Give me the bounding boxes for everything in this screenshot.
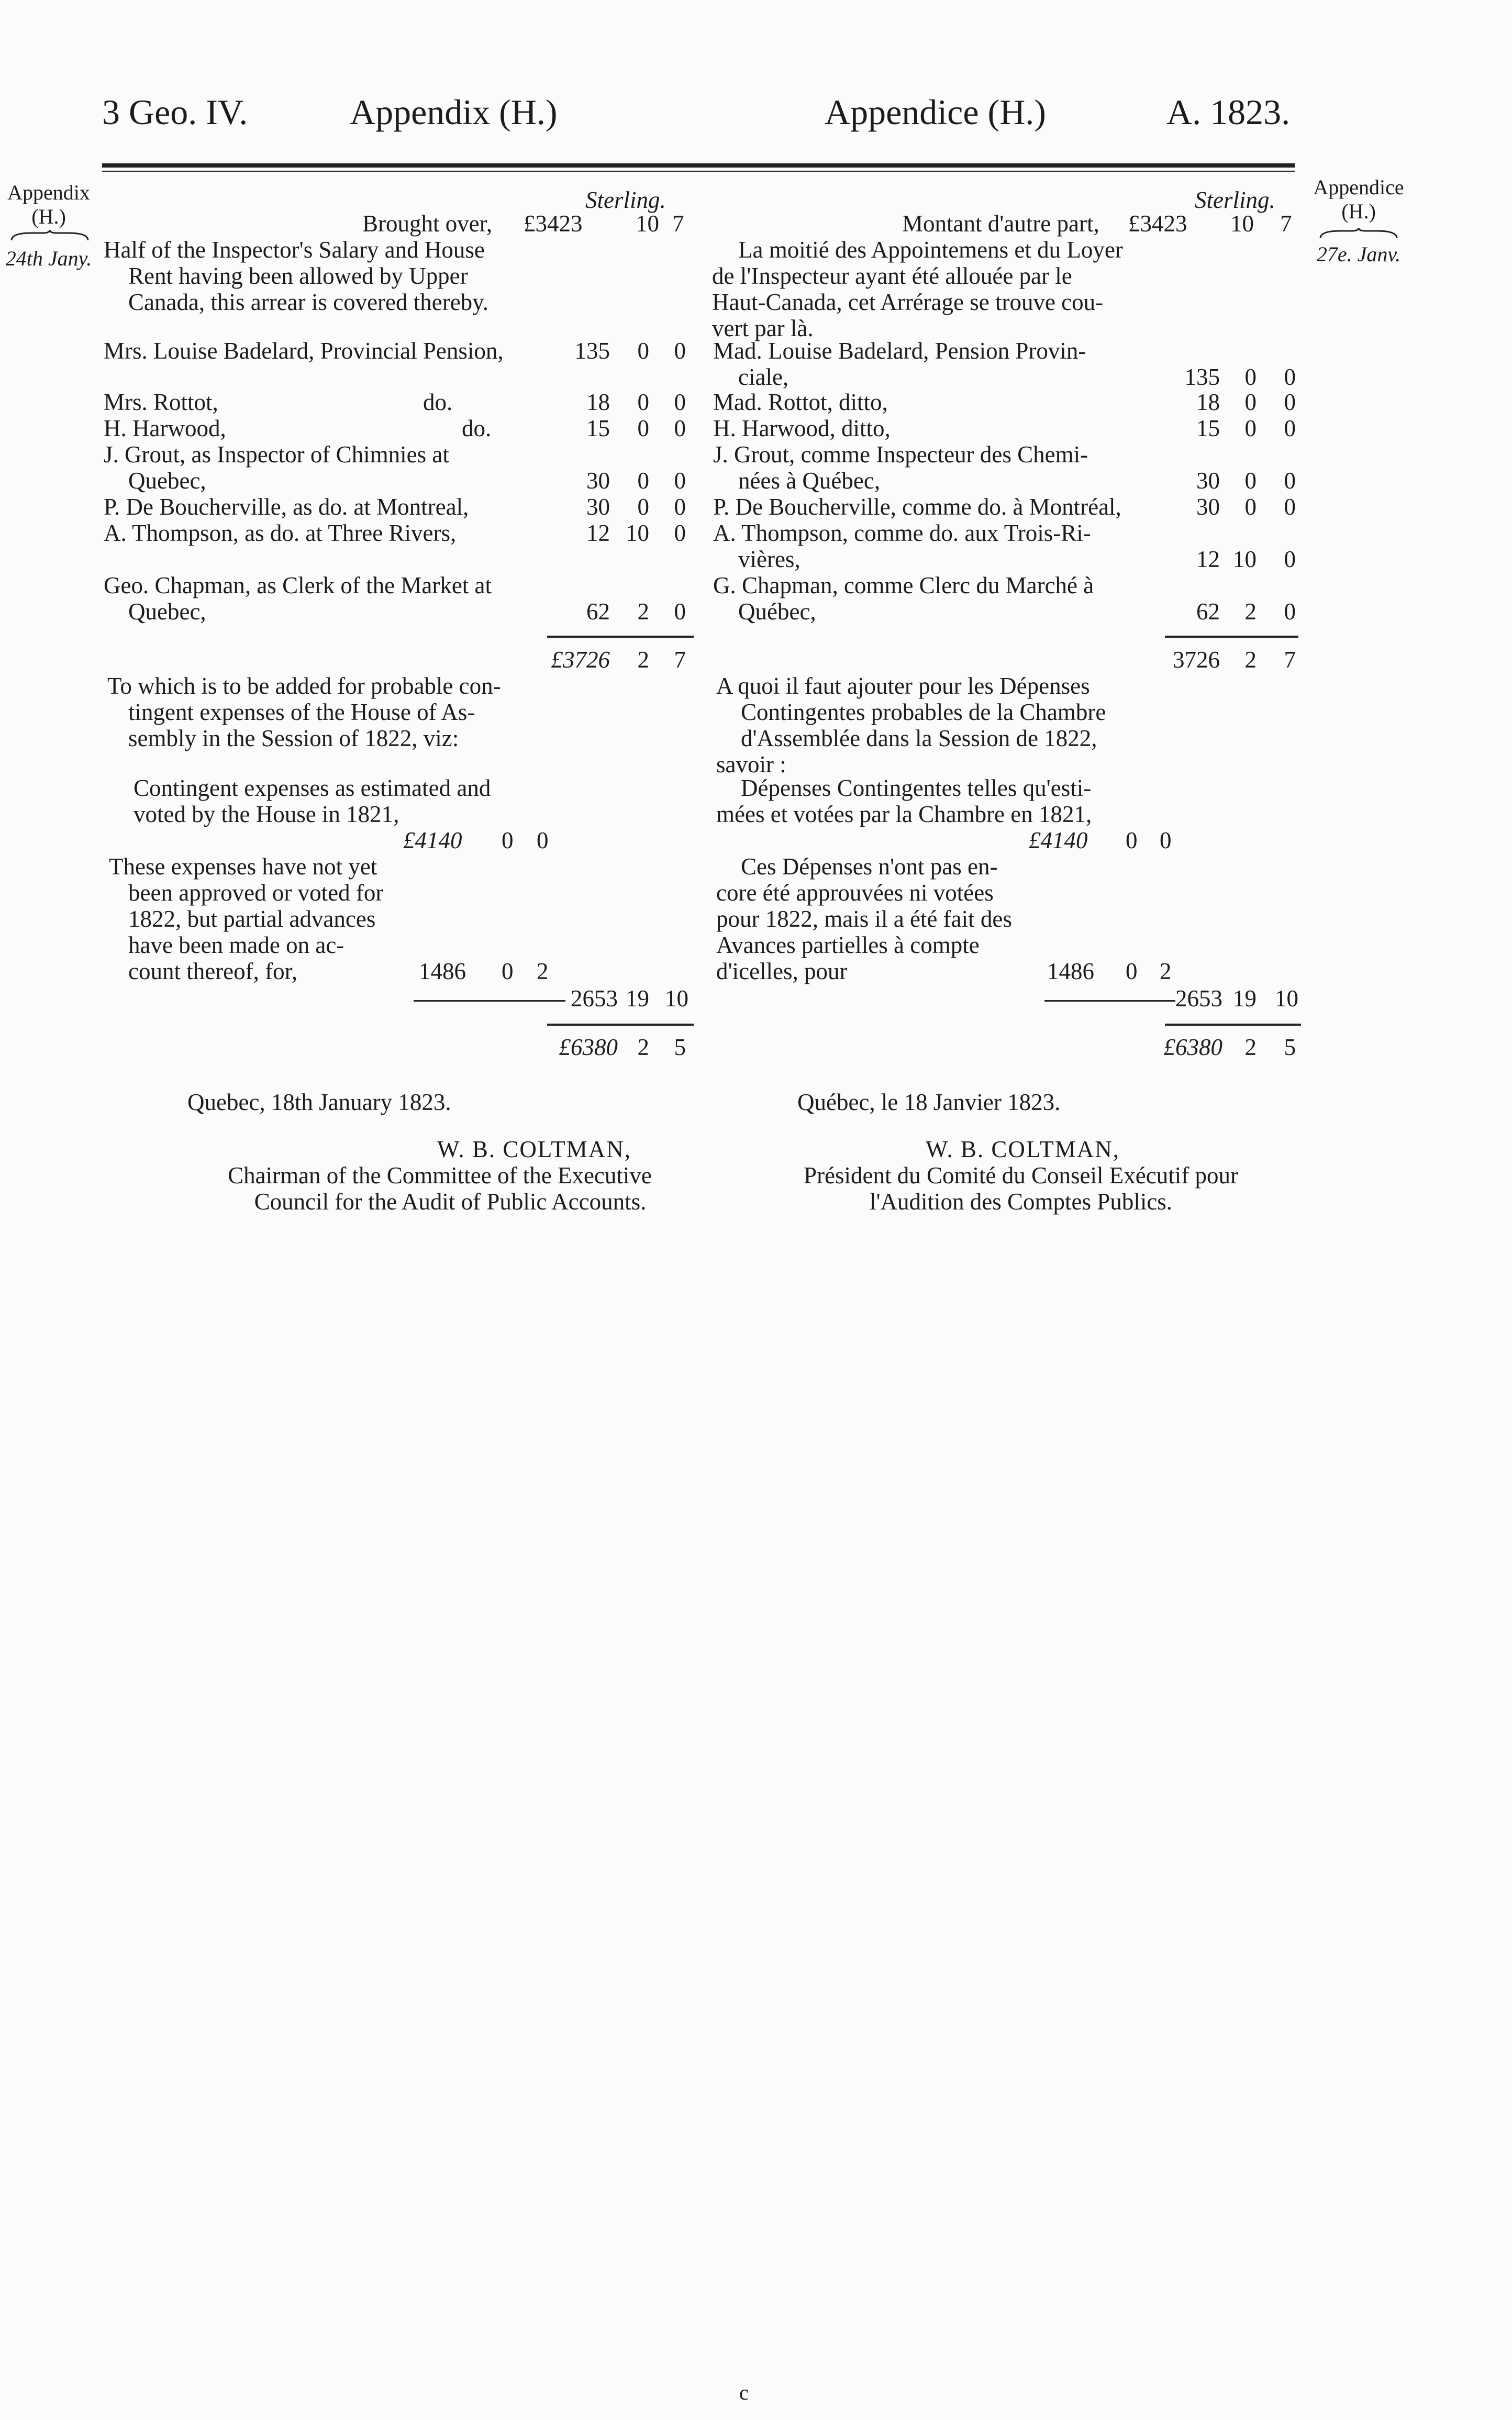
margin-right-label: Appendice <box>1313 175 1404 199</box>
half-salary-en-3: Canada, this arrear is covered thereby. <box>128 289 489 315</box>
margin-right-date: 27e. Janv. <box>1316 242 1401 266</box>
row-rottot-s-fr: 0 <box>1244 389 1257 415</box>
row-chapman-d-fr: 0 <box>1284 598 1296 625</box>
advance-d-fr: 2 <box>1160 958 1172 984</box>
session-label: 3 Geo. IV. <box>102 92 248 132</box>
subtotal-rule-fr <box>1165 636 1298 638</box>
contingent-amount-d-fr: 0 <box>1160 827 1172 853</box>
contingent-fr-2: mées et votées par la Chambre en 1821, <box>716 801 1092 827</box>
contingent-en-1: Contingent expenses as estimated and <box>134 775 491 801</box>
row-badelard-fr-1: Mad. Louise Badelard, Pension Provin- <box>713 338 1086 364</box>
row-rottot-s-en: 0 <box>637 389 649 415</box>
row-chapman-en-1: Geo. Chapman, as Clerk of the Market at <box>104 572 492 598</box>
row-badelard-fr-2: ciale, <box>738 364 789 390</box>
row-rottot-en: Mrs. Rottot, <box>104 389 218 415</box>
contingent-amount-l-fr: £4140 <box>1029 827 1088 853</box>
page-title-right: Appendice (H.) <box>825 92 1046 132</box>
contingent-fr-1: Dépenses Contingentes telles qu'esti- <box>741 775 1092 801</box>
row-grout-l-fr: 30 <box>1196 468 1220 494</box>
difference-rule-en <box>414 1000 565 1002</box>
row-harwood-d-en: 0 <box>674 415 686 441</box>
subtotal-d-en: 7 <box>674 647 686 673</box>
row-thompson-fr-2: vières, <box>738 546 801 572</box>
signer-title-fr-2: l'Audition des Comptes Publics. <box>869 1189 1173 1215</box>
row-thompson-l-fr: 12 <box>1196 546 1220 572</box>
not-approved-fr-1: Ces Dépenses n'ont pas en- <box>741 853 998 880</box>
row-chapman-fr-2: Québec, <box>738 598 816 625</box>
row-harwood-l-en: 15 <box>586 415 610 441</box>
row-badelard-en: Mrs. Louise Badelard, Provincial Pension, <box>104 338 504 364</box>
not-approved-en-3: 1822, but partial advances <box>128 906 376 932</box>
difference-d-en: 10 <box>665 985 688 1012</box>
brace-icon <box>1319 227 1398 240</box>
row-boucherville-s-fr: 0 <box>1244 494 1257 520</box>
row-thompson-en: A. Thompson, as do. at Three Rivers, <box>104 520 457 546</box>
row-badelard-l-fr: 135 <box>1184 364 1220 390</box>
signature-mark: c <box>739 2381 749 2404</box>
not-approved-en-5: count thereof, for, <box>128 958 298 984</box>
row-boucherville-s-en: 0 <box>637 494 649 520</box>
row-chapman-d-en: 0 <box>674 598 686 625</box>
row-chapman-l-fr: 62 <box>1196 598 1220 625</box>
signer-title-fr <box>749 1162 1293 1215</box>
margin-left-sub: (H.) <box>31 205 66 228</box>
row-thompson-d-en: 0 <box>674 520 686 546</box>
total-rule-fr <box>1165 1024 1301 1026</box>
row-harwood-l-fr: 15 <box>1196 415 1220 441</box>
brought-over-s-fr: 10 <box>1230 210 1254 237</box>
added-en-2: tingent expenses of the House of As- <box>128 699 475 725</box>
row-badelard-d-en: 0 <box>674 338 686 364</box>
margin-left <box>4 181 93 271</box>
difference-d-fr: 10 <box>1275 985 1298 1012</box>
subtotal-s-en: 2 <box>637 647 649 673</box>
half-salary-fr-3: Haut-Canada, cet Arrérage se trouve cou- <box>712 289 1104 315</box>
total-d-fr: 5 <box>1284 1034 1296 1060</box>
row-grout-fr-1: J. Grout, comme Inspecteur des Chemi- <box>713 441 1088 468</box>
advance-l-fr: 1486 <box>1047 958 1094 984</box>
row-chapman-s-en: 2 <box>637 598 649 625</box>
half-salary-en-2: Rent having been allowed by Upper <box>128 263 468 289</box>
brace-icon <box>10 229 89 242</box>
row-thompson-s-en: 10 <box>626 520 649 546</box>
not-approved-fr-4: Avances partielles à compte <box>716 932 980 958</box>
contingent-amount-l-en: £4140 <box>403 827 462 853</box>
added-fr-2: Contingentes probables de la Chambre <box>741 699 1106 725</box>
not-approved-en-4: have been made on ac- <box>128 932 344 958</box>
row-harwood-do-en: do. <box>462 415 492 441</box>
sterling-header-fr: Sterling. <box>1195 187 1275 213</box>
row-rottot-d-en: 0 <box>674 389 686 415</box>
added-fr-1: A quoi il faut ajouter pour les Dépenses <box>716 673 1090 699</box>
signer-fr: W. B. COLTMAN, <box>926 1136 1120 1162</box>
brought-over-s-en: 10 <box>636 210 659 237</box>
half-salary-fr-1: La moitié des Appointemens et du Loyer <box>738 237 1123 263</box>
half-salary-en-1: Half of the Inspector's Salary and House <box>104 237 485 263</box>
sterling-header-en: Sterling. <box>585 187 666 213</box>
signer-title-en <box>178 1162 702 1215</box>
difference-rule-fr <box>1044 1000 1175 1002</box>
row-boucherville-l-en: 30 <box>586 494 610 520</box>
total-s-fr: 2 <box>1244 1034 1257 1060</box>
added-en-1: To which is to be added for probable con- <box>107 673 501 699</box>
difference-l-fr: 2653 <box>1175 985 1222 1012</box>
row-chapman-l-en: 62 <box>586 598 610 625</box>
contingent-en-2: voted by the House in 1821, <box>134 801 399 827</box>
row-harwood-en: H. Harwood, <box>104 415 226 441</box>
row-grout-en-2: Quebec, <box>128 468 206 494</box>
total-d-en: 5 <box>674 1034 686 1060</box>
row-boucherville-fr: P. De Boucherville, comme do. à Montréal, <box>713 494 1121 520</box>
subtotal-l-en: £3726 <box>551 647 610 673</box>
row-grout-l-en: 30 <box>586 468 610 494</box>
row-badelard-s-en: 0 <box>637 338 649 364</box>
total-l-en: £6380 <box>559 1034 618 1060</box>
row-boucherville-d-fr: 0 <box>1284 494 1296 520</box>
margin-right-sub: (H.) <box>1341 199 1376 223</box>
not-approved-en-1: These expenses have not yet <box>109 853 377 880</box>
added-en-3: sembly in the Session of 1822, viz: <box>128 725 459 751</box>
half-salary-fr-4: vert par là. <box>712 315 814 341</box>
row-badelard-s-fr: 0 <box>1244 364 1257 390</box>
row-grout-d-en: 0 <box>674 468 686 494</box>
margin-left-label: Appendix <box>7 181 90 204</box>
row-badelard-l-en: 135 <box>574 338 610 364</box>
difference-s-en: 19 <box>626 985 649 1012</box>
subtotal-s-fr: 2 <box>1244 647 1257 673</box>
row-thompson-fr-1: A. Thompson, comme do. aux Trois-Ri- <box>713 520 1091 546</box>
not-approved-en-2: been approved or voted for <box>128 880 384 906</box>
brought-over-label-en: Brought over, <box>362 210 493 237</box>
row-chapman-s-fr: 2 <box>1244 598 1257 625</box>
advance-l-en: 1486 <box>419 958 466 984</box>
header-rule-thin <box>102 171 1295 172</box>
margin-right <box>1309 175 1408 267</box>
brought-over-amount-fr: £3423 <box>1128 210 1187 237</box>
brought-over-label-fr: Montant d'autre part, <box>902 210 1099 237</box>
row-thompson-d-fr: 0 <box>1284 546 1296 572</box>
contingent-amount-s-en: 0 <box>502 827 514 853</box>
half-salary-fr-2: de l'Inspecteur ayant été allouée par le <box>712 263 1072 289</box>
row-chapman-en-2: Quebec, <box>128 598 206 625</box>
row-harwood-s-en: 0 <box>637 415 649 441</box>
advance-s-en: 0 <box>502 958 514 984</box>
row-chapman-fr-1: G. Chapman, comme Clerc du Marché à <box>713 572 1094 598</box>
row-rottot-fr: Mad. Rottot, ditto, <box>713 389 888 415</box>
row-boucherville-d-en: 0 <box>674 494 686 520</box>
row-grout-d-fr: 0 <box>1284 468 1296 494</box>
total-rule-en <box>547 1024 694 1026</box>
not-approved-fr-2: core été approuvées ni votées <box>716 880 994 906</box>
year-label: A. 1823. <box>1166 92 1291 132</box>
brought-over-d-en: 7 <box>672 210 684 237</box>
margin-left-date: 24th Jany. <box>5 247 92 270</box>
signer-en: W. B. COLTMAN, <box>437 1136 631 1162</box>
subtotal-rule-en <box>547 636 694 638</box>
signer-title-en-2: Council for the Audit of Public Accounts. <box>254 1189 647 1215</box>
page-title-left: Appendix (H.) <box>350 92 558 132</box>
total-s-en: 2 <box>637 1034 649 1060</box>
date-fr: Québec, le 18 Janvier 1823. <box>797 1089 1061 1115</box>
signer-title-fr-1: Président du Comité du Conseil Exécutif pour <box>804 1162 1238 1189</box>
row-rottot-d-fr: 0 <box>1284 389 1296 415</box>
not-approved-fr-3: pour 1822, mais il a été fait des <box>716 906 1012 932</box>
row-thompson-l-en: 12 <box>586 520 610 546</box>
subtotal-l-fr: 3726 <box>1173 647 1220 673</box>
row-grout-en-1: J. Grout, as Inspector of Chimnies at <box>104 441 449 468</box>
difference-s-fr: 19 <box>1233 985 1257 1012</box>
contingent-amount-s-fr: 0 <box>1126 827 1138 853</box>
date-en: Quebec, 18th January 1823. <box>187 1089 451 1115</box>
row-grout-s-fr: 0 <box>1244 468 1257 494</box>
row-grout-s-en: 0 <box>637 468 649 494</box>
brought-over-amount-en: £3423 <box>524 210 583 237</box>
row-badelard-d-fr: 0 <box>1284 364 1296 390</box>
row-grout-fr-2: nées à Québec, <box>738 468 881 494</box>
header-rule-thick <box>102 163 1295 168</box>
row-harwood-s-fr: 0 <box>1244 415 1257 441</box>
brought-over-d-fr: 7 <box>1280 210 1292 237</box>
advance-s-fr: 0 <box>1126 958 1138 984</box>
difference-l-en: 2653 <box>571 985 618 1012</box>
row-boucherville-en: P. De Boucherville, as do. at Montreal, <box>104 494 469 520</box>
row-rottot-l-fr: 18 <box>1196 389 1220 415</box>
row-rottot-l-en: 18 <box>586 389 610 415</box>
signer-title-en-1: Chairman of the Committee of the Executive <box>228 1162 652 1189</box>
added-fr-4: savoir : <box>716 751 786 778</box>
row-boucherville-l-fr: 30 <box>1196 494 1220 520</box>
row-thompson-s-fr: 10 <box>1233 546 1257 572</box>
row-harwood-fr: H. Harwood, ditto, <box>713 415 891 441</box>
added-fr-3: d'Assemblée dans la Session de 1822, <box>741 725 1097 751</box>
row-rottot-do-en: do. <box>423 389 453 415</box>
total-l-fr: £6380 <box>1163 1034 1222 1060</box>
contingent-amount-d-en: 0 <box>537 827 549 853</box>
advance-d-en: 2 <box>537 958 549 984</box>
row-harwood-d-fr: 0 <box>1284 415 1296 441</box>
not-approved-fr-5: d'icelles, pour <box>716 958 848 984</box>
subtotal-d-fr: 7 <box>1284 647 1296 673</box>
